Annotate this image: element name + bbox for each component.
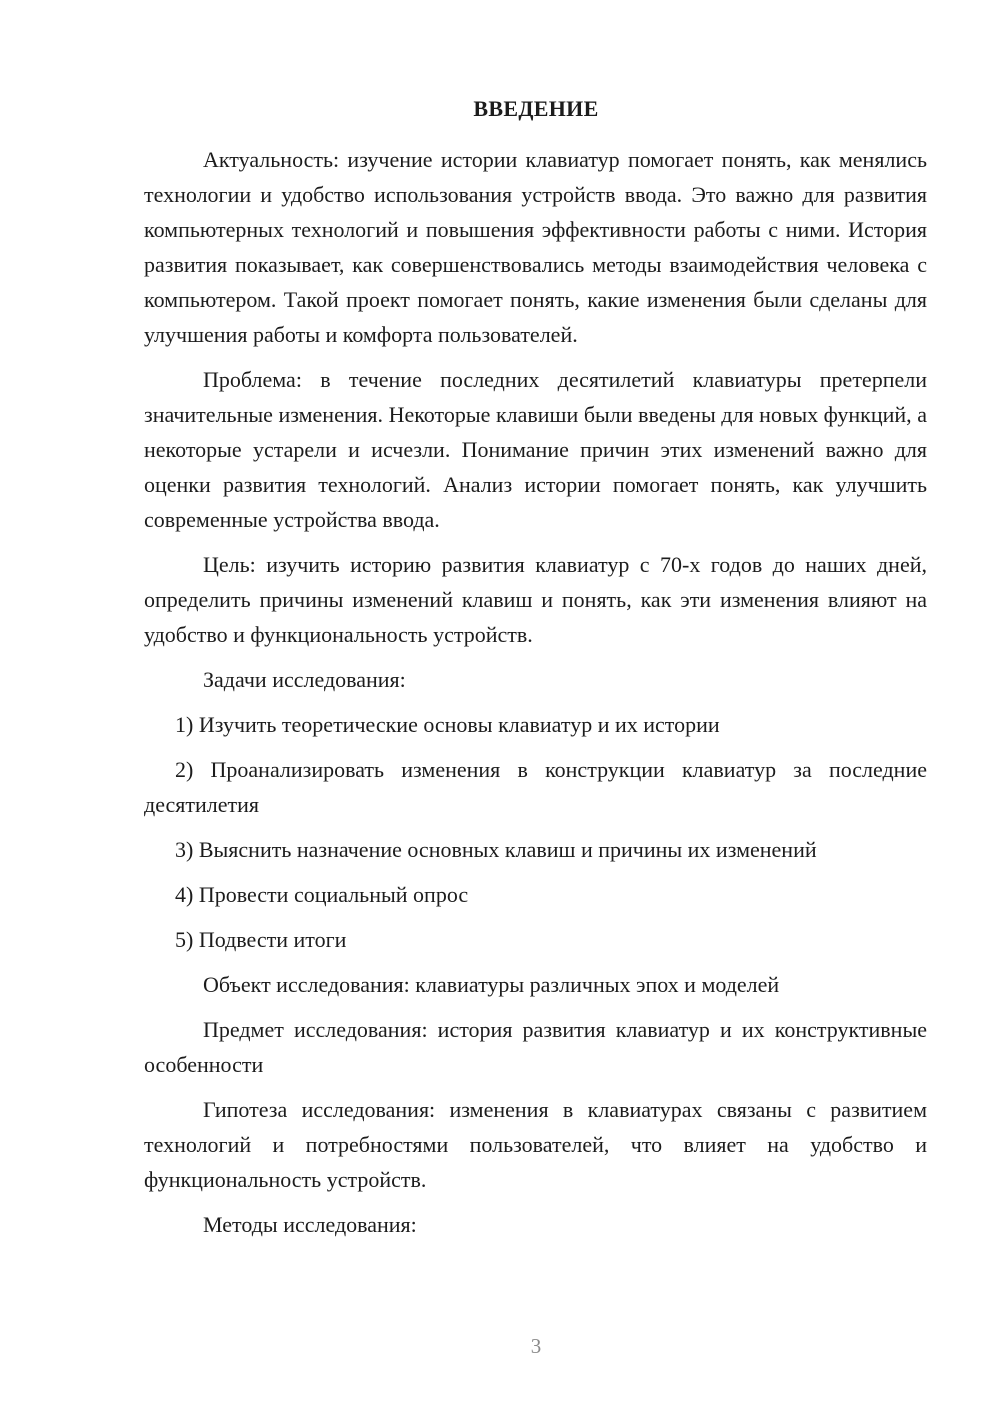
page-number: 3 — [530, 1334, 542, 1358]
task-item-4: 4) Провести социальный опрос — [175, 882, 469, 907]
paragraph-methods: Методы исследования: — [203, 1212, 417, 1237]
paragraph-relevance: Актуальность: изучение истории клавиатур помогает понять, как менялись технологии и удобство использования устройств ввода. Это важно для развития компьютерных технологий и повышения эффективности работы с ними. История развития показывает, как совершенствовались методы взаимодействия человека с компьютером. Такой проект помогает понять, какие изменения были сделаны для улучшения работы и комфорта пользователей. — [144, 147, 927, 347]
paragraph-object: Объект исследования: клавиатуры различных эпох и моделей — [203, 972, 780, 997]
document-body — [144, 142, 927, 1242]
paragraph-hypothesis: Гипотеза исследования: изменения в клавиатурах связаны с развитием технологий и потребностями пользователей, что влияет на удобство и функциональность устройств. — [144, 1097, 927, 1192]
paragraph-goal: Цель: изучить историю развития клавиатур с 70-х годов до наших дней, определить причины изменений клавиш и понять, как эти изменения влияют на удобство и функциональность устройств. — [144, 552, 927, 647]
task-item-3: 3) Выяснить назначение основных клавиш и причины их изменений — [175, 837, 817, 862]
paragraph-problem: Проблема: в течение последних десятилетий клавиатуры претерпели значительные изменения. Некоторые клавиши были введены для новых функций, а некоторые устарели и исчезли. Понимание причин этих изменений важно для оценки развития технологий. Анализ истории помогает понять, как улучшить современные устройства ввода. — [144, 367, 927, 532]
task-item-1: 1) Изучить теоретические основы клавиатур и их истории — [175, 712, 720, 737]
paragraph-subject: Предмет исследования: история развития клавиатур и их конструктивные особенности — [144, 1017, 927, 1077]
paragraph-tasks-heading: Задачи исследования: — [203, 667, 406, 692]
page-title: ВВЕДЕНИЕ — [473, 96, 599, 121]
task-item-5: 5) Подвести итоги — [175, 927, 347, 952]
task-item-2: 2) Проанализировать изменения в конструкции клавиатур за последние десятилетия — [144, 757, 927, 817]
